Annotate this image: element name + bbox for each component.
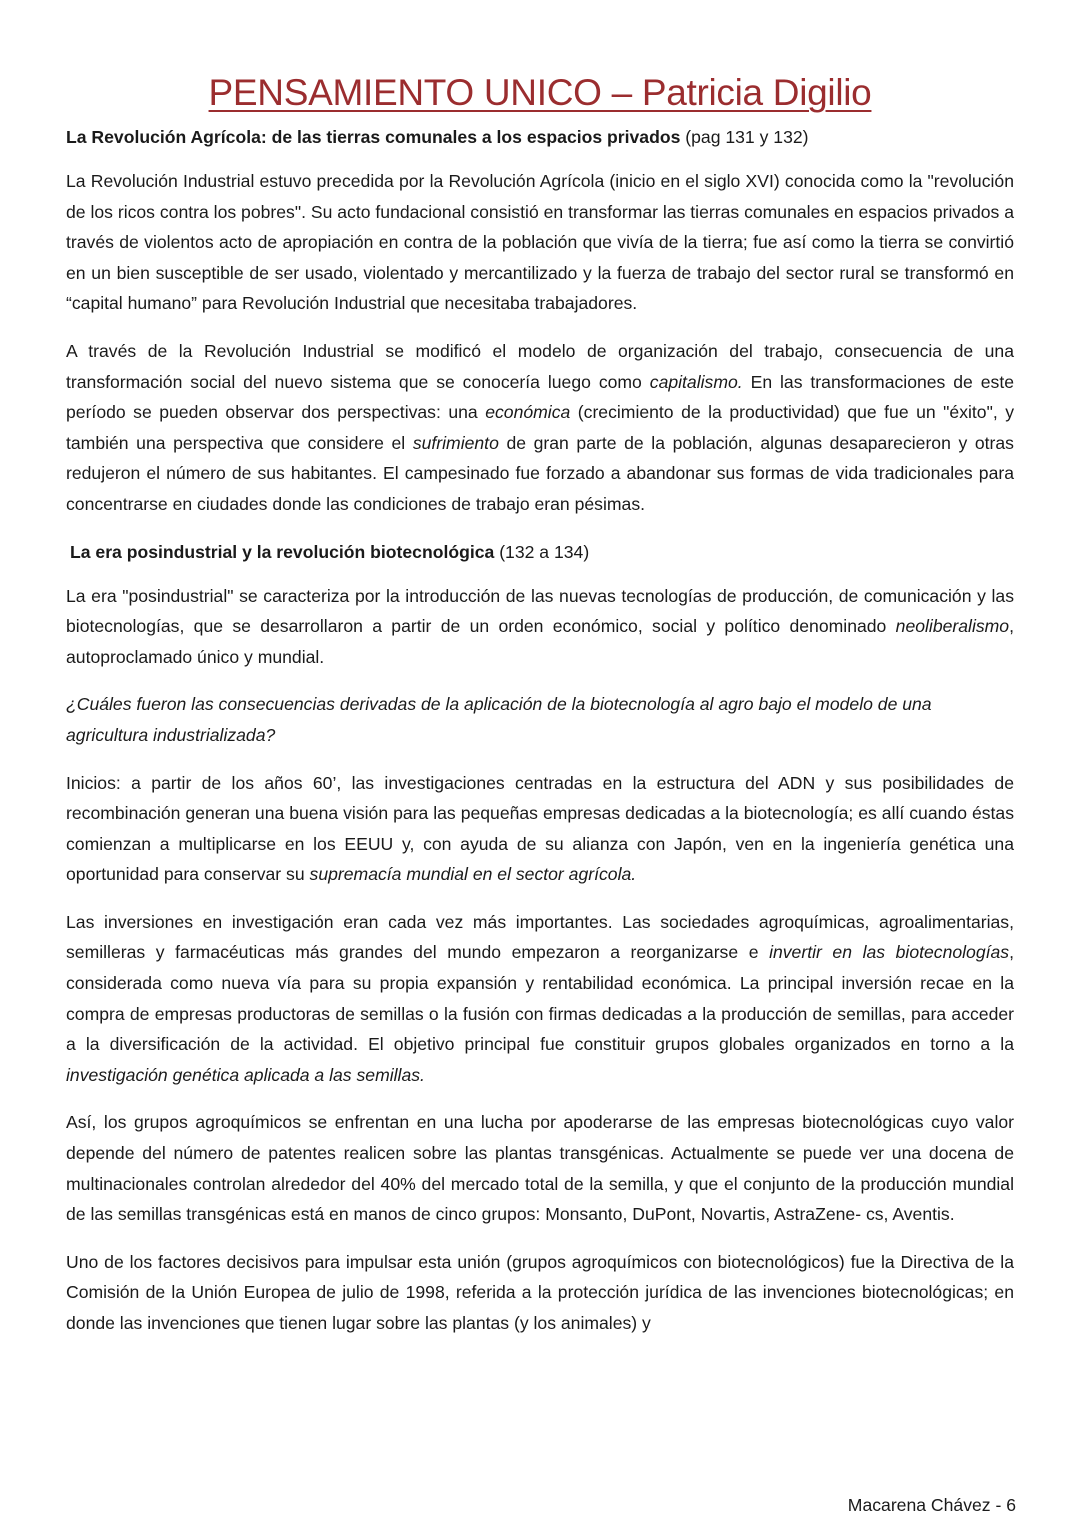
paragraph-text: , autoproclamado único y mundial. (66, 616, 1014, 667)
paragraph (66, 581, 1014, 673)
page-footer: Macarena Chávez - 6 (847, 1495, 1016, 1515)
emphasis-text: sufrimiento (412, 432, 499, 453)
paragraph-text: de gran parte de la población, algunas desaparecieron y otras redujeron el número de sus habitantes. El campesinado fue forzado a abandonar sus formas de vida tradicionales para concentrarse en ciudades donde las condiciones de trabajo eran pésimas. (66, 432, 1014, 514)
paragraph-text: , considerada como nueva vía para su propia expansión y rentabilidad económica. La principal inversión recae en la compra de empresas productoras de semillas o la fusión con firmas dedicadas a la producción de semillas, para acceder a la diversificación de la actividad. El objetivo principal fue constituir grupos globales organizados en torno a la (66, 942, 1014, 1055)
paragraph (66, 768, 1014, 890)
paragraph-text: (crecimiento de la productividad) que fue un "éxito", y también una perspectiva que considere el (66, 402, 1014, 453)
paragraph (66, 166, 1014, 319)
section-heading-revolucion-agricola (66, 122, 1014, 152)
emphasis-text: neoliberalismo (895, 616, 1010, 637)
paragraph (66, 1247, 1014, 1339)
paragraph-text: Las inversiones en investigación eran cada vez más importantes. Las sociedades agroquímicas, agroalimentarias, semilleras y farmacéuticas más grandes del mundo empezaron a reorganizarse e (66, 911, 1014, 963)
emphasis-text: económica (485, 402, 571, 423)
emphasis-text: invertir en las biotecnologías (769, 942, 1010, 963)
paragraph-text: A través de la Revolución Industrial se modificó el modelo de organización del trabajo, consecuencia de una transformación social del nuevo sistema que se conocería luego como (66, 340, 1014, 392)
paragraph-text: La Revolución Industrial estuvo precedida por la Revolución Agrícola (inicio en el siglo XVI) conocida como la "revolución de los ricos contra los pobres". Su acto fundacional consistió en transformar las tierras comunales en espacios privados a través de violentos acto de apropiación en contra de la población que vivía de la tierra; fue así como la tierra se convirtió en un bien susceptible de ser usado, violentado y mercantilizado y la fuerza de trabajo del sector rural se transformó en “capital humano” para Revolución Industrial que necesitaba trabajadores. (66, 171, 1014, 314)
paragraph-text: Inicios: a partir de los años 60’, las investigaciones centradas en la estructura del ADN y sus posibilidades de recombinación generan una buena visión para las pequeñas empresas dedicadas a la biotecnología; es allí cuando éstas comienzan a multiplicarse en los EEUU y, con ayuda de su alianza con Japón, ven en la ingeniería genética una oportunidad para conservar su (66, 772, 1014, 885)
question-paragraph (66, 689, 1014, 750)
document-title (66, 70, 1014, 116)
section-heading-text: La Revolución Agrícola: de las tierras comunales a los espacios privados (66, 127, 681, 147)
document-page (66, 70, 1014, 1356)
paragraph-text: La era "posindustrial" se caracteriza por la introducción de las nuevas tecnologías de producción, de comunicación y las biotecnologías, que se desarrollaron a partir de un orden económico, social y político denominado (66, 585, 1014, 637)
paragraph-text: Así, los grupos agroquímicos se enfrentan en una lucha por apoderarse de las empresas biotecnológicas cuyo valor depende del número de patentes realicen sobre las plantas transgénicas. Actualmente se puede ver una docena de multinacionales controlan alrededor del 40% del mercado total de la semilla, y que el conjunto de la producción mundial de las semillas transgénicas está en manos de cinco grupos: Monsanto, DuPont, Novartis, AstraZene- cs, Aventis. (66, 1112, 1014, 1225)
section-pages-ref: (132 a 134) (494, 541, 590, 562)
section-heading-era-posindustrial (66, 537, 1014, 567)
paragraph-text: Uno de los factores decisivos para impulsar esta unión (grupos agroquímicos con biotecnológicos) fue la Directiva de la Comisión de la Unión Europea de julio de 1998, referida a la protección jurídica de las invenciones biotecnológicas; en donde las invenciones que tienen lugar sobre las plantas (y los animales) y (66, 1251, 1014, 1333)
emphasis-text: investigación genética aplicada a las semillas. (66, 1064, 425, 1085)
paragraph (66, 907, 1014, 1091)
paragraph (66, 336, 1014, 520)
section-heading-text: La era posindustrial y la revolución biotecnológica (70, 541, 495, 562)
question-text: ¿Cuáles fueron las consecuencias derivadas de la aplicación de la biotecnología al agro bajo el modelo de una agricultura industrializada? (66, 694, 932, 745)
emphasis-text: supremacía mundial en el sector agrícola. (309, 864, 637, 885)
paragraph (66, 1107, 1014, 1229)
document-title-text: PENSAMIENTO UNICO – Patricia Digilio (208, 72, 872, 113)
emphasis-text: capitalismo. (649, 371, 743, 392)
paragraph-text: En las transformaciones de este período se pueden observar dos perspectivas: una (66, 371, 1015, 423)
section-pages-ref: (pag 131 y 132) (680, 127, 809, 147)
